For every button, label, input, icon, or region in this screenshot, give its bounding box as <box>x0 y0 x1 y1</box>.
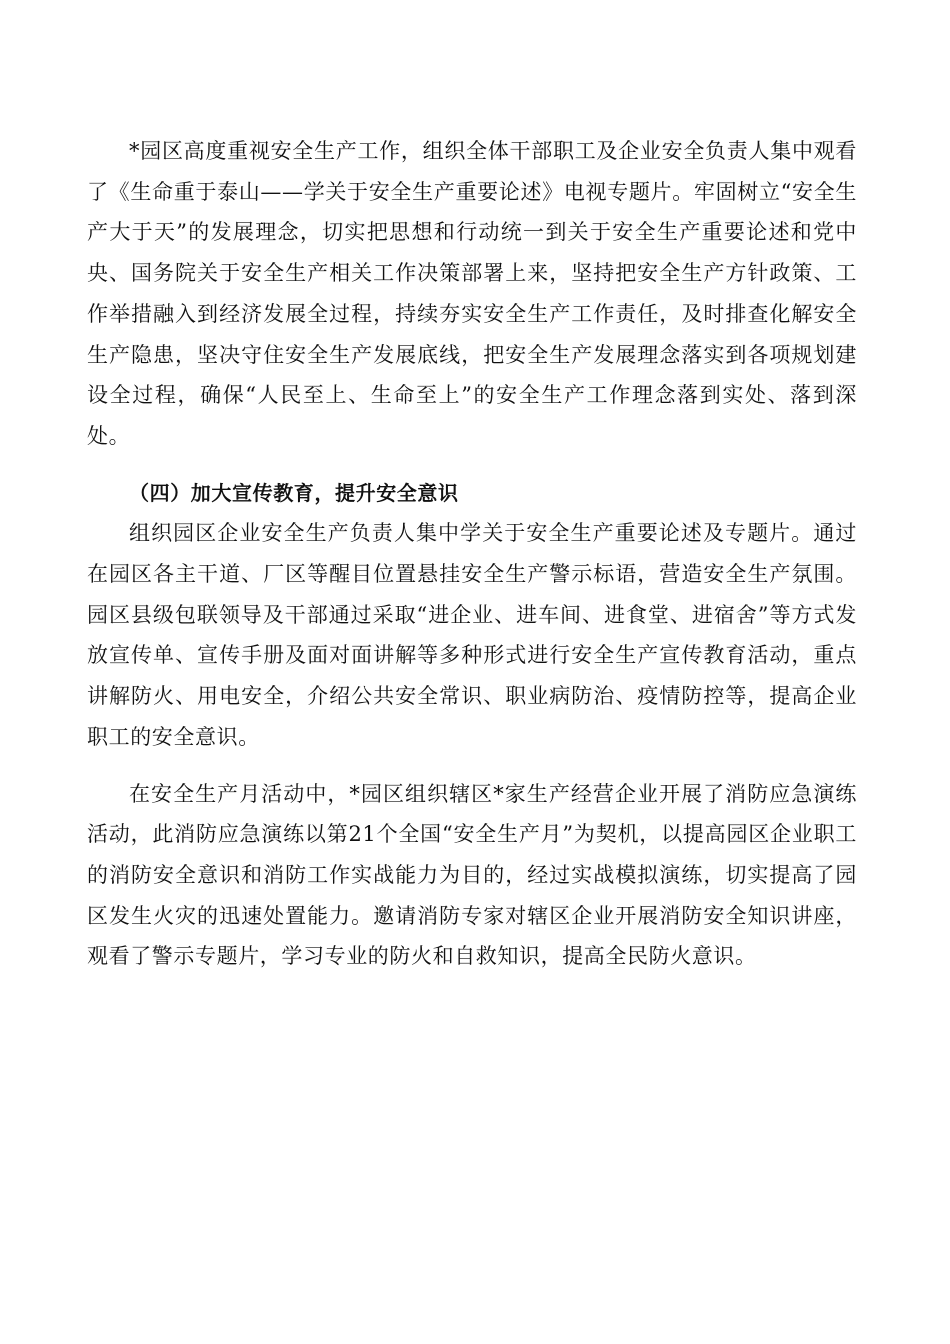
paragraph-1: *园区高度重视安全生产工作，组织全体干部职工及企业安全负责人集中观看了《生命重于泰山——学关于安全生产重要论述》电视专题片。牢固树立“安全生产大于天”的发展理念，切实把思想和行动统一到关于安全生产重要论述和党中央、国务院关于安全生产相关工作决策部署上来，坚持把安全生产方针政策、工作举措融入到经济发展全过程，持续夯实安全生产工作责任，及时排查化解安全生产隐患，坚决守住安全生产发展底线，把安全生产发展理念落实到各项规划建设全过程，确保“人民至上、生命至上”的安全生产工作理念落到实处、落到深处。 <box>87 139 857 448</box>
paragraph-2: 组织园区企业安全生产负责人集中学关于安全生产重要论述及专题片。通过在园区各主干道、厂区等醒目位置悬挂安全生产警示标语，营造安全生产氛围。园区县级包联领导及干部通过采取“进企业、进车间、进食堂、进宿舍”等方式发放宣传单、宣传手册及面对面讲解等多种形式进行安全生产宣传教育活动，重点讲解防火、用电安全，介绍公共安全常识、职业病防治、疫情防控等，提高企业职工的安全意识。 <box>87 521 857 749</box>
paragraph-3: 在安全生产月活动中，*园区组织辖区*家生产经营企业开展了消防应急演练活动，此消防应急演练以第21个全国“安全生产月”为契机，以提高园区企业职工的消防安全意识和消防工作实战能力为目的，经过实战模拟演练，切实提高了园区发生火灾的迅速处置能力。邀请消防专家对辖区企业开展消防安全知识讲座，观看了警示专题片，学习专业的防火和自救知识，提高全民防火意识。 <box>87 781 857 969</box>
document-body <box>87 131 857 977</box>
section-heading: （四）加大宣传教育，提升安全意识 <box>129 480 459 505</box>
